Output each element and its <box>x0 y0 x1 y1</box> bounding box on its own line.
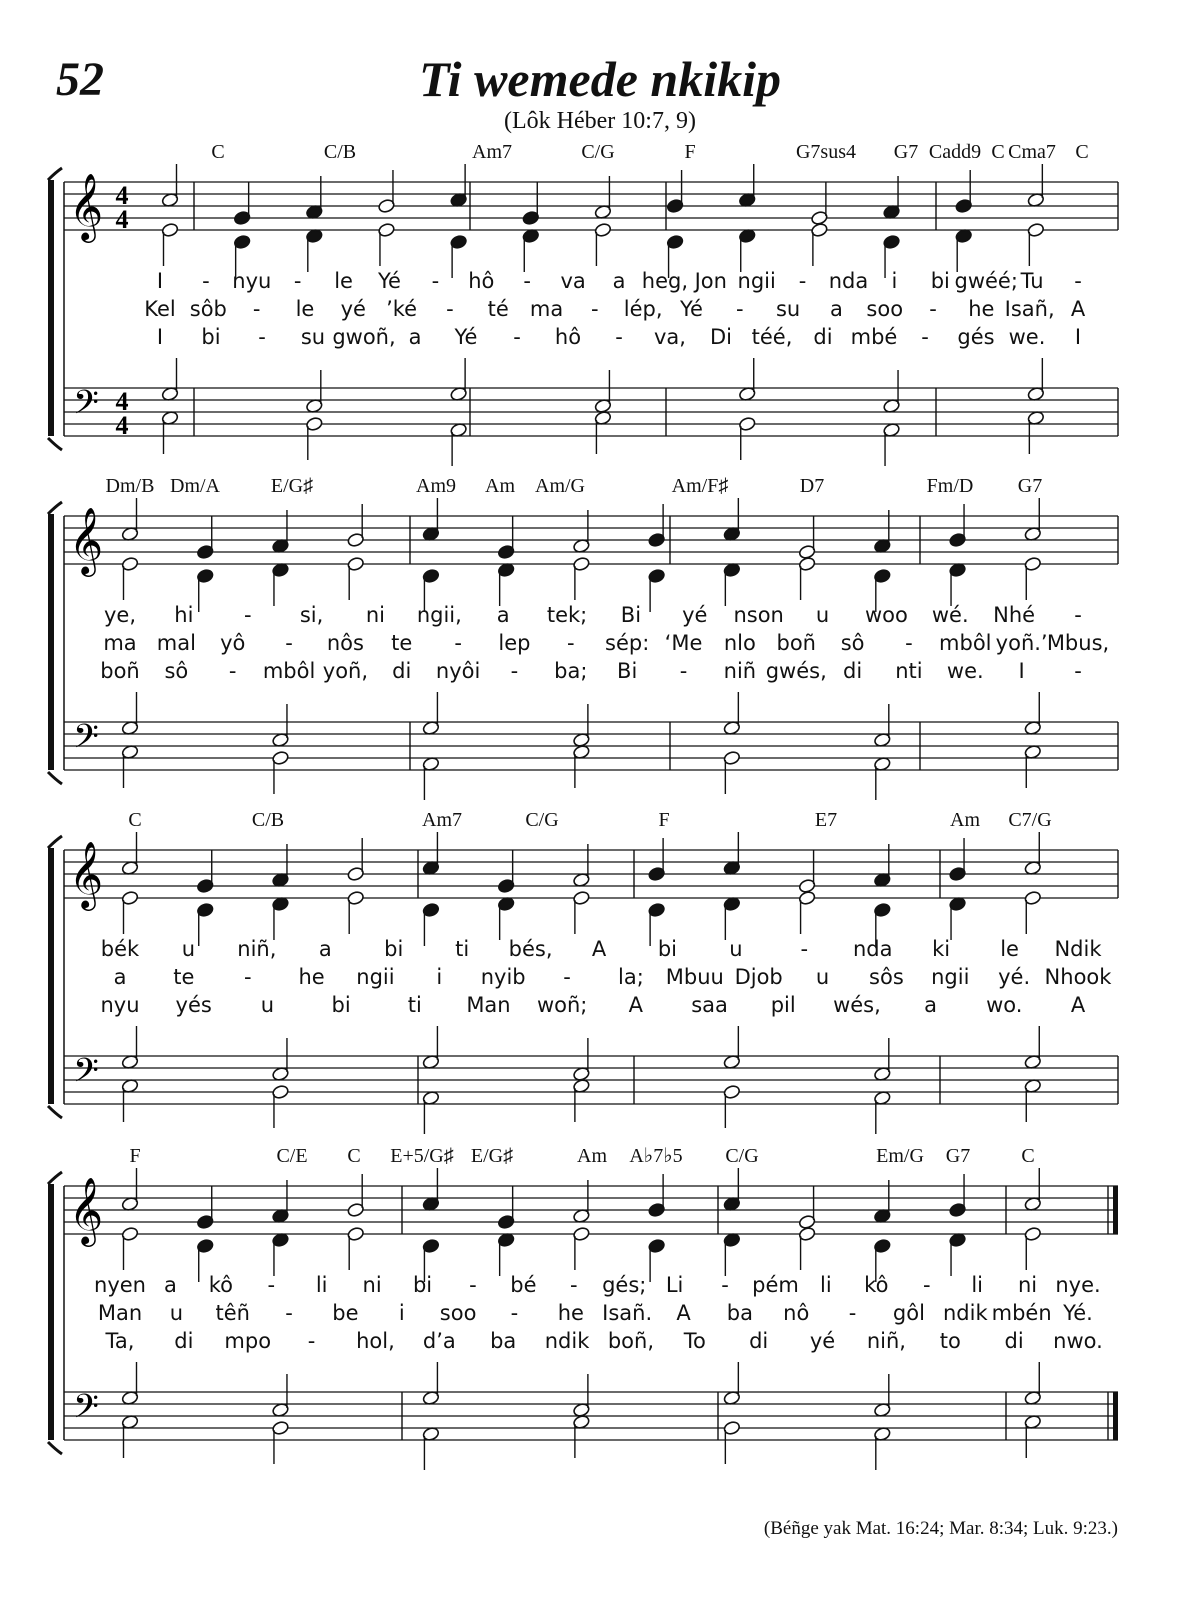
lyric-syllable: di <box>392 659 412 683</box>
lyric-syllable: - <box>563 965 571 989</box>
lyric-syllable: ngii <box>737 269 776 293</box>
lyric-syllable: - <box>1074 603 1082 627</box>
chord-symbol: F <box>684 141 696 163</box>
lyric-syllable: woo <box>864 603 908 627</box>
bracket-top <box>48 168 62 180</box>
system-bracket <box>48 848 54 1104</box>
bracket-bottom <box>48 772 62 784</box>
bracket-top <box>48 1172 62 1184</box>
bass-clef: 𝄢 <box>73 384 99 430</box>
lyric-syllable: sôs <box>869 965 904 989</box>
chord-symbol: Am <box>950 809 980 831</box>
lyric-syllable: wé. <box>931 603 969 627</box>
lyric-syllable: saa <box>691 993 728 1017</box>
chord-symbol: C/G <box>525 809 559 831</box>
lyric-syllable: - <box>454 631 462 655</box>
lyric-syllable: I <box>156 269 164 293</box>
lyric-syllable: - <box>469 1273 477 1297</box>
chord-symbol: Dm/B <box>105 475 155 497</box>
lyric-syllable: va <box>560 269 586 293</box>
lyric-syllable: nson <box>733 603 784 627</box>
hymn-number: 52 <box>56 53 104 106</box>
lyric-syllable: li <box>971 1273 983 1297</box>
lyric-syllable: - <box>523 269 531 293</box>
lyric-syllable: Di <box>709 325 733 349</box>
lyric-syllable: Nhook <box>1044 965 1112 989</box>
bass-staff <box>64 722 1118 770</box>
lyric-syllable: tek; <box>546 603 588 627</box>
lyric-syllable: A <box>591 937 607 961</box>
bass-clef: 𝄢 <box>73 718 99 764</box>
bass-time-sig-top: 4 <box>115 387 129 416</box>
lyric-syllable: nda <box>828 269 869 293</box>
lyric-syllable: mbôl <box>939 631 992 655</box>
lyric-syllable: - <box>848 1301 857 1325</box>
lyric-syllable: to <box>939 1329 961 1353</box>
lyric-syllable: nti <box>895 659 923 683</box>
lyric-syllable: u <box>815 965 830 989</box>
treble-time-sig-top: 4 <box>115 181 129 210</box>
lyric-syllable: si, <box>299 603 324 627</box>
lyric-syllable: - <box>798 269 807 293</box>
chord-symbol: F <box>129 1145 141 1167</box>
treble-clef: 𝄞 <box>68 1176 104 1244</box>
bracket-bottom <box>48 1106 62 1118</box>
lyric-syllable: la; <box>618 965 644 989</box>
lyric-syllable: - <box>431 269 440 293</box>
chord-symbol: G7 <box>893 141 919 163</box>
lyric-syllable: we. <box>1008 325 1046 349</box>
lyric-syllable: I <box>1018 659 1025 683</box>
lyric-syllable: - <box>567 631 575 655</box>
lyric-syllable: têñ <box>215 1301 250 1325</box>
lyric-syllable: - <box>736 297 744 321</box>
chord-symbol: E/G♯ <box>270 475 314 497</box>
lyric-syllable: pém <box>752 1273 799 1297</box>
lyric-syllable: Kel <box>144 297 176 321</box>
lyric-syllable: - <box>922 1273 931 1297</box>
lyric-syllable: - <box>800 937 809 961</box>
lyric-syllable: le <box>1000 937 1019 961</box>
chord-symbol: F <box>658 809 670 831</box>
chord-symbol: Am/F♯ <box>671 475 729 497</box>
lyric-syllable: ndik <box>942 1301 988 1325</box>
chord-symbol: Cadd9 <box>928 141 982 163</box>
chord-symbol: D7 <box>799 475 825 497</box>
lyric-syllable: ‘Me <box>664 631 703 655</box>
lyric-syllable: Man <box>97 1301 143 1325</box>
lyric-syllable: Tu <box>1020 269 1044 293</box>
chord-symbol: C7/G <box>1008 809 1052 831</box>
lyric-syllable: a <box>924 993 938 1017</box>
lyric-syllable: - <box>285 1301 293 1325</box>
lyric-syllable: bi <box>412 1273 433 1297</box>
bass-staff <box>64 1392 1118 1440</box>
lyric-syllable: nwo. <box>1053 1329 1103 1353</box>
lyric-syllable: To <box>683 1329 706 1353</box>
treble-clef: 𝄞 <box>68 840 104 908</box>
lyric-syllable: - <box>293 269 302 293</box>
lyric-syllable: - <box>510 659 519 683</box>
lyric-syllable: gés <box>957 325 995 349</box>
lyric-syllable: d’a <box>422 1329 456 1353</box>
lyric-syllable: téé, <box>751 325 793 349</box>
lyric-syllable: nyu <box>232 269 272 293</box>
chord-symbol: Em/G <box>876 1145 924 1167</box>
lyric-syllable: u <box>169 1301 184 1325</box>
lyric-syllable: niñ, <box>237 937 277 961</box>
chord-symbol: G7sus4 <box>795 141 857 163</box>
chord-symbol: C <box>1075 141 1089 163</box>
lyric-syllable: Djob <box>734 965 783 989</box>
lyric-syllable: di <box>174 1329 194 1353</box>
lyric-syllable: ngii <box>931 965 970 989</box>
chord-symbol: A♭7♭5 <box>629 1145 683 1167</box>
lyric-syllable: wés, <box>833 993 881 1017</box>
lyric-syllable: nye. <box>1055 1273 1101 1297</box>
lyric-syllable: ma <box>103 631 137 655</box>
lyric-syllable: ma <box>529 297 564 321</box>
lyric-syllable: bé <box>510 1273 537 1297</box>
lyric-syllable: - <box>929 297 937 321</box>
lyric-syllable: a <box>318 937 332 961</box>
scripture-reference: (Lôk Héber 10:7, 9) <box>504 108 696 134</box>
chord-symbol: C <box>1021 1145 1035 1167</box>
lyric-syllable: - <box>513 325 521 349</box>
bass-staff <box>64 388 1118 436</box>
lyric-syllable: a <box>408 325 422 349</box>
chord-symbol: Cma7 <box>1008 141 1056 163</box>
lyric-syllable: - <box>285 631 293 655</box>
lyric-syllable: nda <box>852 937 893 961</box>
lyric-syllable: nôs <box>326 631 364 655</box>
lyric-syllable: gwoñ, <box>332 325 396 349</box>
chord-symbol: Am7 <box>422 809 462 831</box>
lyric-syllable: bés, <box>508 937 553 961</box>
lyric-syllable: di <box>813 325 833 349</box>
final-bar-thick <box>1113 1392 1118 1440</box>
lyric-syllable: - <box>679 659 688 683</box>
chord-symbol: C <box>211 141 225 163</box>
chord-symbol: Am <box>485 475 515 497</box>
lyric-syllable: gwés, <box>765 659 827 683</box>
lyric-syllable: le <box>334 269 353 293</box>
hymn-title: Ti wemede nkikip <box>419 51 781 107</box>
lyric-syllable: Mbus, <box>1046 631 1110 655</box>
lyric-syllable: Man <box>466 993 511 1017</box>
lyric-syllable: mbé <box>850 325 898 349</box>
lyric-syllable: Yé <box>378 269 401 293</box>
lyric-syllable: - <box>921 325 929 349</box>
lyric-syllable: hi <box>174 603 194 627</box>
chord-symbol: C/G <box>581 141 615 163</box>
lyric-syllable: i <box>436 965 443 989</box>
lyric-syllable: Bi <box>620 603 642 627</box>
lyric-syllable: li <box>315 1273 328 1297</box>
lyric-syllable: su <box>775 297 801 321</box>
lyric-syllable: yoñ.’ <box>995 631 1048 655</box>
lyric-syllable: yés <box>175 993 212 1017</box>
chord-symbol: E+5/G♯ <box>390 1145 454 1167</box>
lyric-syllable: - <box>510 1301 519 1325</box>
lyric-syllable: - <box>243 965 252 989</box>
lyric-syllable: kô <box>208 1273 233 1297</box>
lyric-syllable: hô <box>468 269 495 293</box>
lyric-syllable: niñ, <box>866 1329 906 1353</box>
lyric-syllable: sô <box>840 631 865 655</box>
lyric-syllable: nyib <box>480 965 526 989</box>
lyric-syllable: soo <box>866 297 904 321</box>
lyric-syllable: ’ké <box>386 297 418 321</box>
lyric-syllable: Jon <box>694 269 727 293</box>
system-bracket <box>48 180 54 436</box>
lyric-syllable: mbôl <box>262 659 316 683</box>
lyric-syllable: yé <box>809 1329 836 1353</box>
chord-symbol: G7 <box>945 1145 971 1167</box>
lyric-syllable: - <box>1074 659 1082 683</box>
lyric-syllable: pil <box>770 993 796 1017</box>
treble-clef: 𝄞 <box>68 506 104 574</box>
lyric-syllable: be <box>332 1301 359 1325</box>
lyric-syllable: - <box>721 1273 729 1297</box>
lyric-syllable: - <box>591 297 599 321</box>
lyric-syllable: - <box>905 631 913 655</box>
lyric-syllable: heg, <box>641 269 689 293</box>
lyric-syllable: ni <box>362 1273 382 1297</box>
chord-symbol: C/B <box>323 141 357 163</box>
bracket-top <box>48 502 62 514</box>
lyric-syllable: mpo <box>224 1329 272 1353</box>
lyric-syllable: - <box>267 1273 276 1297</box>
lyric-syllable: ni <box>365 603 386 627</box>
lyric-syllable: a <box>829 297 843 321</box>
lyric-syllable: I <box>1074 325 1082 349</box>
lyric-syllable: A <box>676 1301 691 1325</box>
lyric-syllable: Yé <box>454 325 478 349</box>
lyric-syllable: ngii, <box>416 603 462 627</box>
lyric-syllable: A <box>1070 993 1086 1017</box>
chord-symbol: Dm/A <box>170 475 220 497</box>
lyric-syllable: boñ <box>776 631 816 655</box>
lyric-syllable: ba <box>726 1301 753 1325</box>
bass-staff <box>64 1056 1118 1104</box>
chord-symbol: Fm/D <box>926 475 974 497</box>
lyric-syllable: li <box>820 1273 832 1297</box>
lyric-syllable: he <box>557 1301 584 1325</box>
chord-symbol: E/G♯ <box>470 1145 514 1167</box>
chord-symbol: Am9 <box>416 475 456 497</box>
lyric-syllable: Nhé <box>993 603 1036 627</box>
lyric-syllable: di <box>749 1329 769 1353</box>
lyric-syllable: va, <box>654 325 686 349</box>
lyric-syllable: we. <box>946 659 984 683</box>
lyric-syllable: Bi <box>617 659 638 683</box>
lyric-syllable: ni <box>1018 1273 1038 1297</box>
lyric-syllable: Isañ, <box>1004 297 1055 321</box>
lyric-syllable: - <box>446 297 454 321</box>
lyric-syllable: niñ <box>723 659 757 683</box>
lyric-syllable: gés; <box>602 1273 647 1297</box>
chord-symbol: Am7 <box>472 141 512 163</box>
lyric-syllable: he <box>968 297 995 321</box>
lyric-syllable: hol, <box>356 1329 395 1353</box>
lyric-syllable: nyôi <box>435 659 481 683</box>
lyric-syllable: boñ <box>100 659 140 683</box>
lyric-syllable: soo <box>439 1301 477 1325</box>
lyric-syllable: - <box>258 325 266 349</box>
lyric-syllable: u <box>260 993 275 1017</box>
lyric-syllable: - <box>202 269 210 293</box>
lyric-syllable: A <box>628 993 644 1017</box>
lyric-syllable: gôl <box>892 1301 925 1325</box>
lyric-syllable: di <box>843 659 863 683</box>
lyric-syllable: - <box>228 659 237 683</box>
lyric-syllable: nyu <box>100 993 140 1017</box>
lyric-syllable: lep <box>498 631 531 655</box>
chord-symbol: Am <box>577 1145 607 1167</box>
lyric-syllable: te <box>391 631 413 655</box>
lyric-syllable: nlo <box>723 631 756 655</box>
chord-symbol: C/G <box>725 1145 759 1167</box>
lyric-syllable: u <box>181 937 196 961</box>
lyric-syllable: sôb <box>189 297 227 321</box>
lyric-syllable: kô <box>864 1273 889 1297</box>
chord-symbol: G7 <box>1017 475 1043 497</box>
lyric-syllable: mal <box>156 631 196 655</box>
lyric-syllable: - <box>252 297 261 321</box>
lyric-syllable: sép: <box>605 631 650 655</box>
lyric-syllable: Ta, <box>105 1329 135 1353</box>
lyric-syllable: ye, <box>103 603 137 627</box>
chord-symbol: C/B <box>251 809 285 831</box>
lyric-syllable: di <box>1004 1329 1024 1353</box>
lyric-syllable: yoñ, <box>322 659 369 683</box>
lyric-syllable: bék <box>100 937 140 961</box>
chord-symbol: C <box>347 1145 361 1167</box>
lyric-syllable: i <box>398 1301 405 1325</box>
footnote-references: (Béñge yak Mat. 16:24; Mar. 8:34; Luk. 9:23.) <box>763 1518 1118 1539</box>
lyric-syllable: - <box>1074 269 1082 293</box>
lyric-syllable: bi <box>331 993 351 1017</box>
lyric-syllable: u <box>729 937 743 961</box>
lyric-syllable: ba <box>490 1329 517 1353</box>
lyric-syllable: hô <box>554 325 582 349</box>
lyric-syllable: - <box>307 1329 316 1353</box>
system-bracket <box>48 514 54 770</box>
treble-clef: 𝄞 <box>68 172 104 240</box>
lyric-syllable: yé. <box>998 965 1031 989</box>
lyric-syllable: A <box>1070 297 1086 321</box>
lyric-syllable: te <box>173 965 195 989</box>
lyric-syllable: bi <box>657 937 678 961</box>
lyric-syllable: le <box>295 297 315 321</box>
chord-symbol: C <box>991 141 1005 163</box>
chord-symbol: Am/G <box>535 475 585 497</box>
lyric-syllable: yô <box>220 631 246 655</box>
lyric-syllable: bi <box>930 269 950 293</box>
lyric-syllable: su <box>300 325 326 349</box>
lyric-syllable: bi <box>384 937 404 961</box>
system-bracket <box>48 1184 54 1440</box>
lyric-syllable: sô <box>164 659 189 683</box>
bracket-bottom <box>48 438 62 450</box>
lyric-syllable: a <box>496 603 510 627</box>
lyric-syllable: ti <box>455 937 470 961</box>
lyric-syllable: nô <box>783 1301 810 1325</box>
lyric-syllable: - <box>570 1273 578 1297</box>
final-bar-thick <box>1113 1186 1118 1234</box>
lyric-syllable: nyen <box>94 1273 146 1297</box>
lyric-syllable: boñ, <box>607 1329 655 1353</box>
lyric-syllable: a <box>612 269 626 293</box>
lyric-syllable: - <box>243 603 252 627</box>
lyric-syllable: I <box>156 325 164 349</box>
lyric-syllable: gwéé; <box>954 269 1018 293</box>
lyric-syllable: wo. <box>986 993 1023 1017</box>
bass-time-sig-bottom: 4 <box>115 411 129 440</box>
chord-symbol: C <box>128 809 142 831</box>
lyric-syllable: ngii <box>356 965 395 989</box>
lyric-syllable: Yé. <box>1063 1301 1093 1325</box>
lyric-syllable: yé <box>682 603 708 627</box>
lyric-syllable: Mbuu <box>665 965 724 989</box>
lyric-syllable: ndik <box>544 1329 590 1353</box>
lyric-syllable: ba; <box>554 659 588 683</box>
chord-symbol: C/E <box>276 1145 308 1167</box>
bracket-top <box>48 836 62 848</box>
bass-clef: 𝄢 <box>73 1052 99 1098</box>
lyric-syllable: he <box>298 965 325 989</box>
lyric-syllable: mbén <box>991 1301 1052 1325</box>
lyric-syllable: Li <box>665 1273 684 1297</box>
lyric-syllable: té <box>487 297 509 321</box>
lyric-syllable: u <box>815 603 830 627</box>
treble-time-sig-bottom: 4 <box>115 205 129 234</box>
lyric-syllable: a <box>113 965 127 989</box>
lyric-syllable: woñ; <box>536 993 588 1017</box>
lyric-syllable: Isañ. <box>602 1301 653 1325</box>
lyric-syllable: a <box>163 1273 177 1297</box>
lyric-syllable: i <box>891 269 898 293</box>
lyric-syllable: ti <box>407 993 422 1017</box>
lyric-syllable: - <box>615 325 623 349</box>
lyric-syllable: bi <box>201 325 221 349</box>
bracket-bottom <box>48 1442 62 1454</box>
lyric-syllable: ki <box>932 937 951 961</box>
lyric-syllable: lép, <box>623 297 663 321</box>
bass-clef: 𝄢 <box>73 1388 99 1434</box>
lyric-syllable: yé <box>340 297 366 321</box>
lyric-syllable: Yé <box>679 297 703 321</box>
chord-symbol: E7 <box>814 809 838 831</box>
lyric-syllable: Ndik <box>1054 937 1102 961</box>
